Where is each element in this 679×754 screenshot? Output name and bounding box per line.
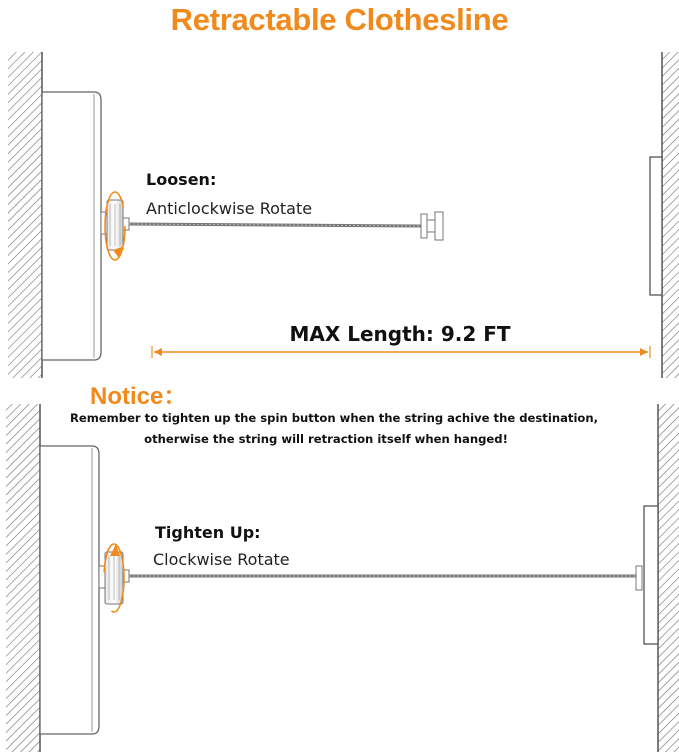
loosen-heading: Loosen:	[146, 170, 217, 189]
tighten-heading: Tighten Up:	[155, 523, 261, 542]
max-length-dimension	[152, 346, 650, 358]
right-wall-top	[650, 52, 679, 378]
notice-heading: Notice：	[90, 383, 188, 410]
clothesline-housing-bottom	[40, 446, 99, 734]
clothesline-housing-top	[42, 92, 101, 360]
right-wall-bottom	[644, 404, 679, 752]
line-hook-bottom	[636, 566, 642, 590]
tighten-instruction: Clockwise Rotate	[153, 550, 290, 569]
notice-line-1: Remember to tighten up the spin button when the string achive the destination,	[69, 411, 599, 425]
max-length-label: MAX Length: 9.2 FT	[289, 322, 511, 346]
left-wall-bottom	[6, 404, 40, 752]
notice-line-2: otherwise the string will retraction itself when hanged!	[144, 432, 508, 446]
extended-line-top	[129, 224, 422, 226]
left-wall-top	[8, 52, 42, 378]
page-title: Retractable Clothesline	[170, 2, 509, 37]
line-hook-top	[421, 212, 443, 240]
loosen-instruction: Anticlockwise Rotate	[146, 199, 313, 218]
